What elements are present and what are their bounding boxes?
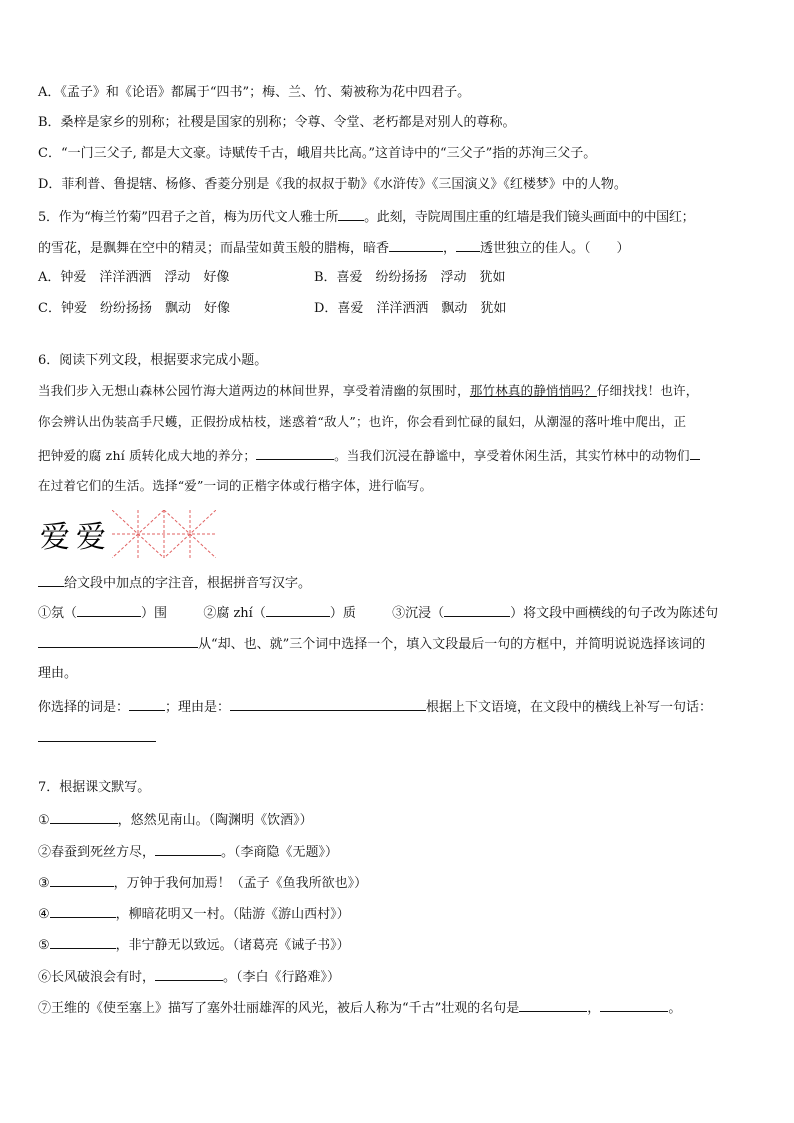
task-text: ③沉浸（ [392, 606, 445, 621]
q6-task3 [38, 697, 712, 717]
answer-blank[interactable] [50, 873, 114, 887]
q5-text: 5．作为“梅兰竹菊”四君子之首，梅为历代文人雅士所 [38, 210, 339, 225]
answer-blank[interactable] [77, 603, 141, 617]
task-text: ①氛（ [38, 606, 78, 621]
q5-option-b: B．喜爱 纷纷扬扬 浮动 犹如 [314, 270, 506, 285]
underlined-sentence: 那竹林真的静悄悄吗？ [469, 383, 597, 398]
q5-option-d: D．喜爱 洋洋洒洒 飘动 犹如 [314, 301, 507, 316]
answer-blank[interactable] [38, 634, 198, 648]
task-text: ②腐 zhí（ [203, 606, 266, 621]
practice-grid[interactable] [112, 510, 216, 558]
answer-blank[interactable] [456, 238, 480, 252]
q6-task2 [38, 634, 705, 654]
answer-blank[interactable] [338, 207, 364, 221]
task-text: 根据上下文语境，在文段中的横线上补写一句话： [426, 700, 713, 715]
q5-option-a: A．钟爱 洋洋洒洒 浮动 好像 [38, 270, 230, 285]
q6-task3-answer [38, 728, 156, 748]
task-text: ）围 [141, 606, 168, 621]
task-text: ；理由是： [165, 700, 231, 715]
q7-item-1 [38, 810, 313, 830]
item-text: ②春蚕到死丝方尽， [38, 845, 156, 860]
passage-text: 仔细找找！也许， [596, 383, 699, 398]
task-text: 你选择的词是： [38, 700, 130, 715]
item-text: ， [587, 1001, 601, 1016]
q5-text: 的雪花，是飘舞在空中的精灵；而晶莹如黄玉般的腊梅，暗香 [38, 241, 390, 256]
answer-blank[interactable] [38, 573, 64, 587]
q6-task1 [38, 573, 311, 593]
q6-task2-cont: 理由。 [38, 666, 78, 681]
answer-blank[interactable] [155, 967, 223, 981]
answer-blank[interactable] [690, 446, 700, 460]
answer-blank[interactable] [50, 904, 116, 918]
q6-task1-items [38, 603, 718, 623]
answer-blank[interactable] [50, 810, 118, 824]
answer-blank[interactable] [519, 998, 587, 1012]
task-text: ）质 [329, 606, 356, 621]
q6-passage-line3 [38, 446, 700, 465]
item-text: 。（李白《行路难》） [223, 970, 341, 985]
item-text: ③ [38, 876, 50, 891]
item-text: ，柳暗花明又一村。（陆游《游山西村》） [115, 907, 350, 922]
answer-blank[interactable] [38, 728, 156, 742]
answer-blank[interactable] [256, 446, 334, 460]
q6-passage-line1 [38, 382, 698, 400]
item-text: ⑦王维的《使至塞上》描写了塞外壮丽雄浑的风光，被后人称为“千古”壮观的名句是 [38, 1001, 520, 1016]
answer-blank[interactable] [389, 238, 443, 252]
answer-blank[interactable] [129, 697, 165, 711]
passage-text: 。当我们沉浸在静谧中，享受着休闲生活，其实竹林中的动物们 [334, 448, 690, 463]
item-text: ，万钟于我何加焉！（孟子《鱼我所欲也》） [113, 876, 368, 891]
task-text: 从“却、也、就”三个词中选择一个，填入文段最后一句的方框中，并简明说说选择该词的 [198, 637, 706, 652]
calligraphy-sample: 爱爱 [40, 520, 112, 555]
q7-title: 7．根据课文默写。 [38, 780, 151, 795]
q4-option-c: C．“一门三父子, 都是大文豪。诗赋传千古，峨眉共比高。”这首诗中的“三父子”指的苏洵三父子。 [38, 146, 597, 161]
item-text: ① [38, 813, 50, 828]
q7-item-4 [38, 904, 350, 924]
q4-option-d: D．菲利普、鲁提辖、杨修、香菱分别是《我的叔叔于勒》《水浒传》《三国演义》《红楼梦》中的人物。 [38, 177, 627, 192]
answer-blank[interactable] [230, 697, 426, 711]
q7-item-3 [38, 873, 367, 893]
q7-item-7 [38, 998, 681, 1018]
item-text: ④ [38, 907, 50, 922]
q7-item-2 [38, 842, 338, 862]
q5-text: 透世独立的佳人。（ ） [480, 241, 630, 256]
answer-blank[interactable] [266, 603, 330, 617]
item-text: ⑥长风破浪会有时， [38, 970, 156, 985]
passage-text: 把钟爱的腐 zhí 质转化成大地的养分； [38, 448, 257, 463]
q6-passage-line2: 你会辨认出伪装高手尺蠖，正假扮成枯枝，迷惑着“敌人”；也许，你会看到忙碌的鼠妇，从潮湿的落叶堆中爬出，正 [38, 414, 687, 429]
q7-item-6 [38, 967, 340, 987]
q6-title: 6．阅读下列文段，根据要求完成小题。 [38, 353, 268, 368]
q5-stem-line2 [38, 238, 630, 258]
item-text: ，非宁静无以致远。（诸葛亮《诫子书》） [115, 938, 350, 953]
answer-blank[interactable] [50, 935, 116, 949]
item-text: ，悠然见南山。（陶渊明《饮酒》） [117, 813, 313, 828]
answer-blank[interactable] [155, 842, 221, 856]
task-text: 给文段中加点的字注音，根据拼音写汉字。 [64, 576, 312, 591]
passage-text: 当我们步入无想山森林公园竹海大道两边的林间世界，享受着清幽的氛围时， [38, 383, 470, 398]
q4-option-a: A．《孟子》和《论语》都属于“四书”；梅、兰、竹、菊被称为花中四君子。 [38, 85, 471, 100]
q5-text: 。此刻，寺院周围庄重的红墙是我们镜头画面中的中国红； [364, 210, 695, 225]
q7-item-5 [38, 935, 350, 955]
q5-option-c: C．钟爱 纷纷扬扬 飘动 好像 [38, 301, 230, 316]
q5-text: ， [443, 241, 457, 256]
answer-blank[interactable] [600, 998, 668, 1012]
item-text: ⑤ [38, 938, 50, 953]
answer-blank[interactable] [444, 603, 510, 617]
item-text: 。 [668, 1001, 682, 1016]
item-text: 。（李商隐《无题》） [221, 845, 339, 860]
q6-passage-line4: 在过着它们的生活。选择“爱”一词的正楷字体或行楷字体，进行临写。 [38, 478, 433, 493]
q5-stem-line1 [38, 207, 694, 227]
task-text: ）将文段中画横线的句子改为陈述句 [510, 606, 719, 621]
q4-option-b: B．桑梓是家乡的别称；社稷是国家的别称；令尊、令堂、老朽都是对别人的尊称。 [38, 115, 516, 130]
